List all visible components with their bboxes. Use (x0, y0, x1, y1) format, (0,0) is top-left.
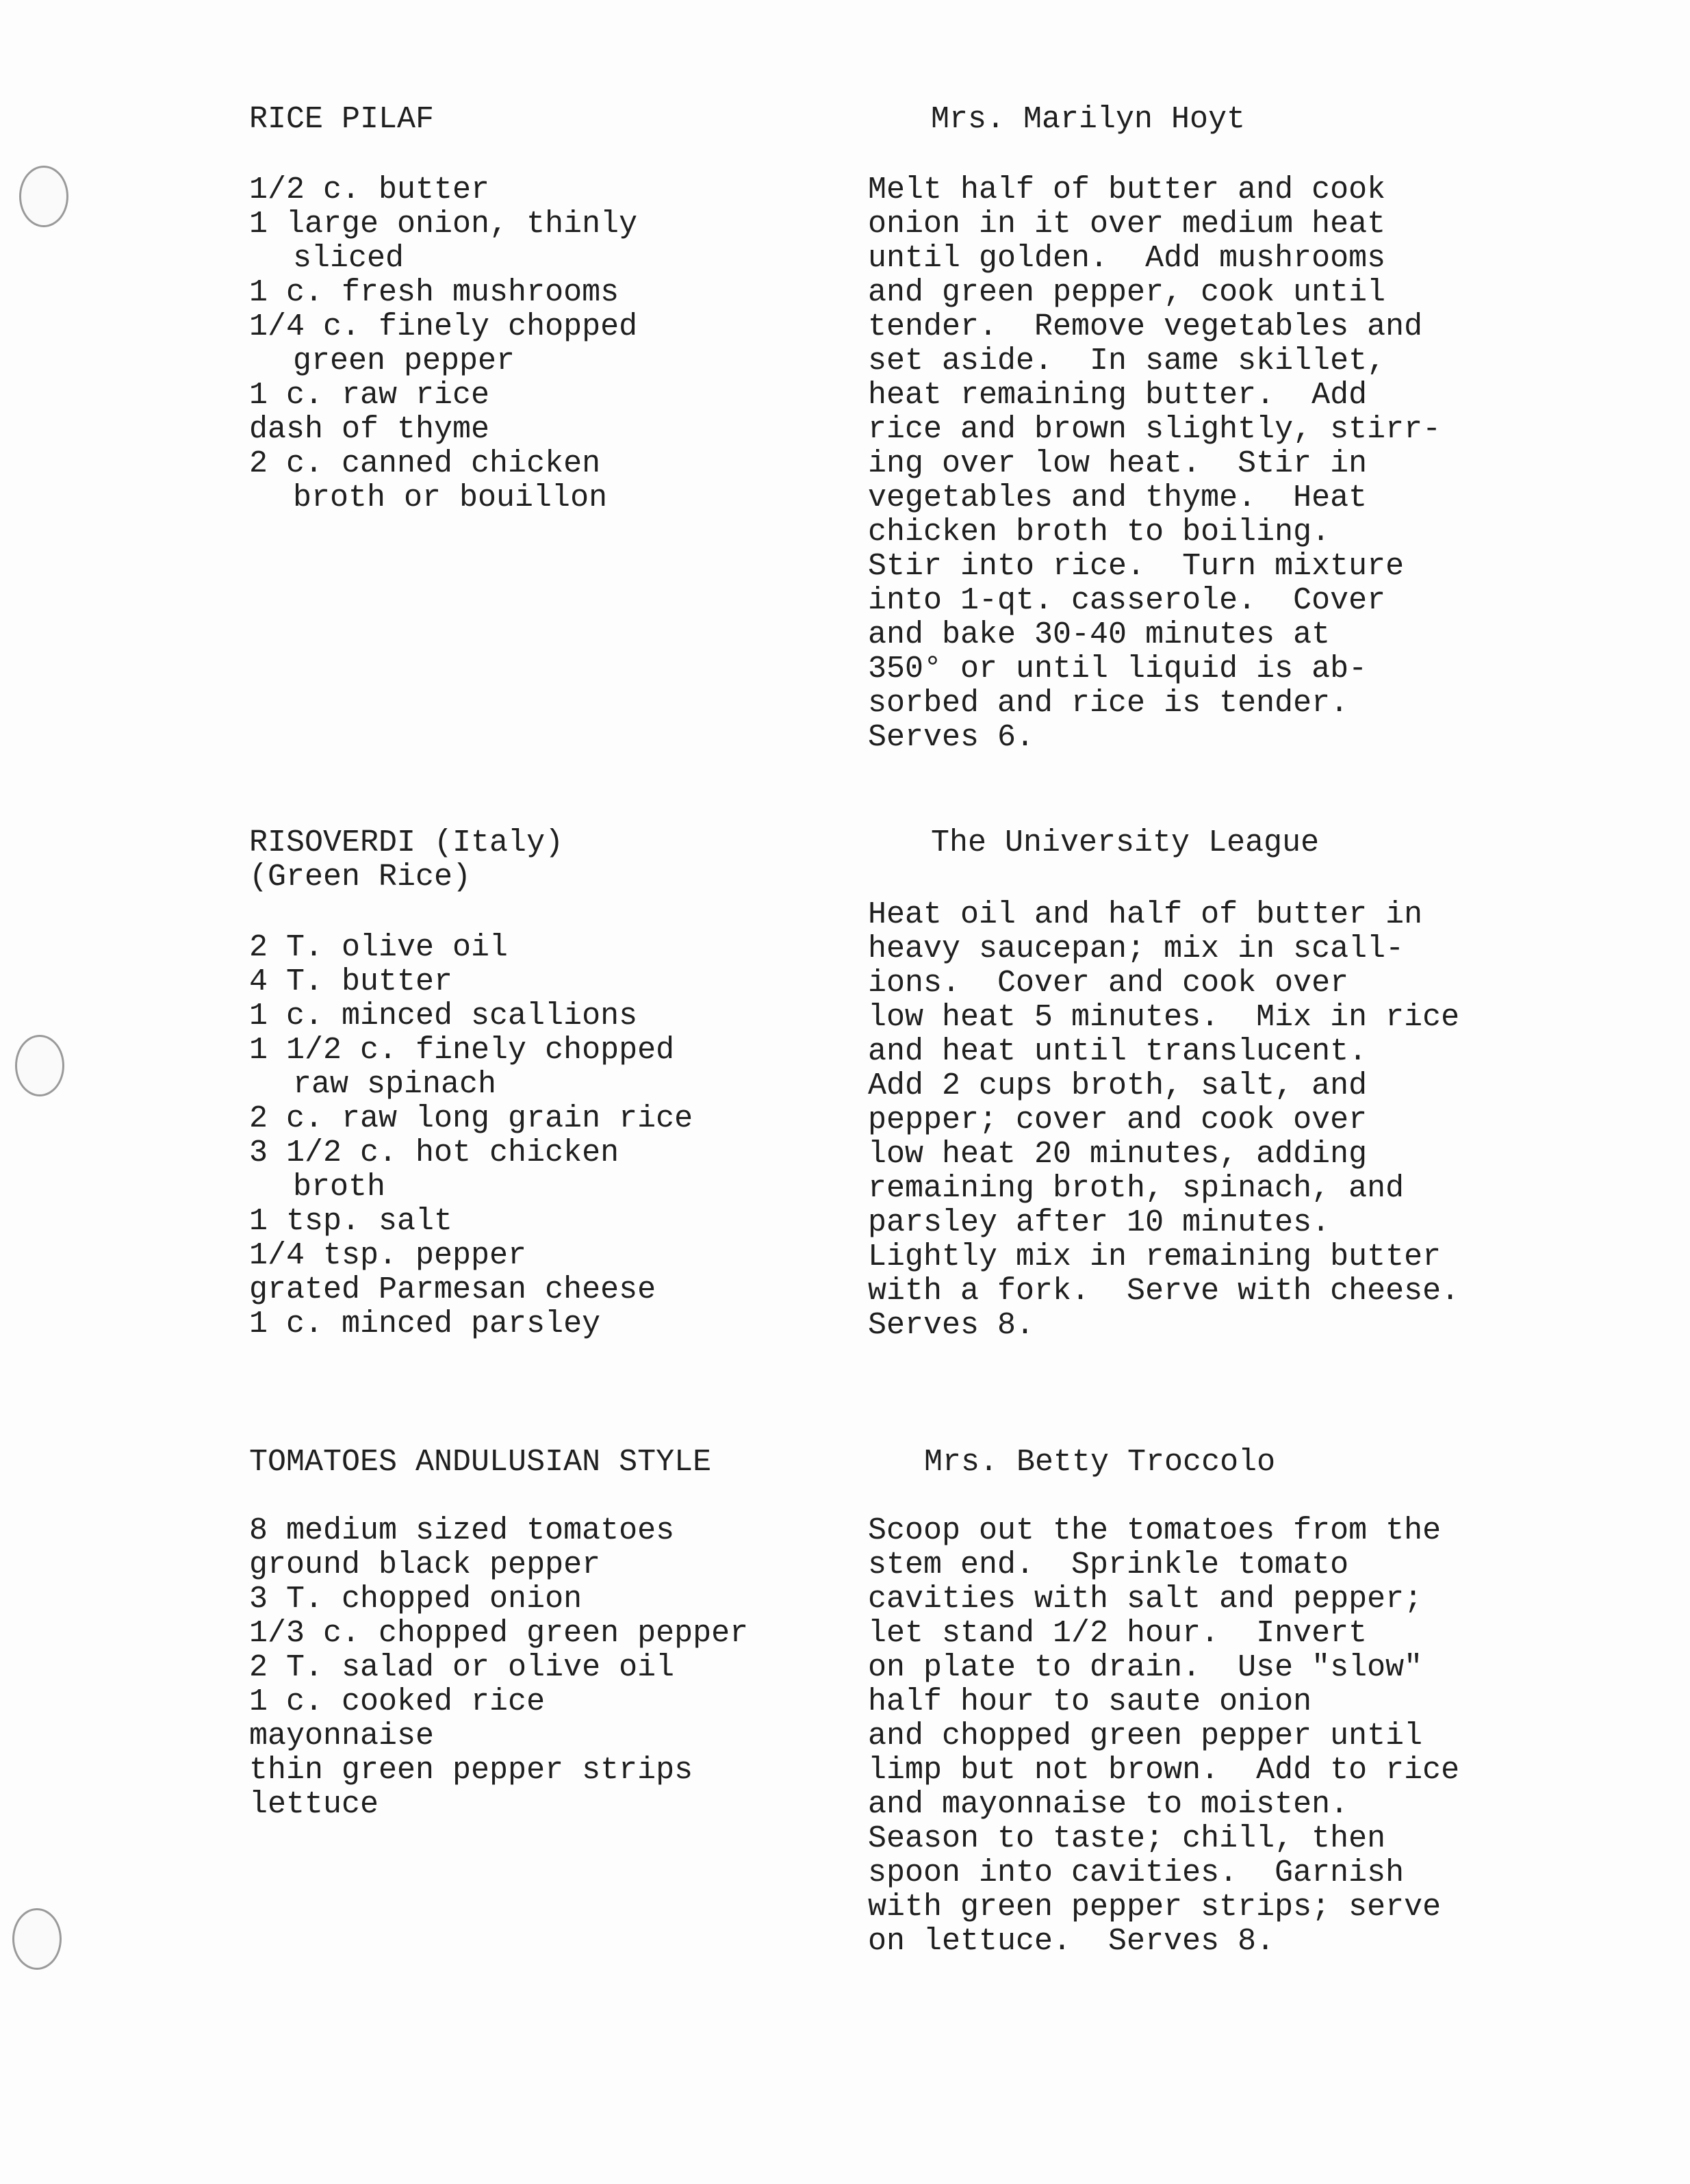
recipe-subtitle: (Green Rice) (249, 860, 472, 895)
recipe-title: TOMATOES ANDULUSIAN STYLE (249, 1445, 712, 1480)
directions-line: pepper; cover and cook over (868, 1103, 1368, 1138)
directions-line: tender. Remove vegetables and (868, 309, 1423, 344)
directions-line: chicken broth to boiling. (868, 515, 1331, 550)
directions-line: rice and brown slightly, stirr- (868, 412, 1442, 447)
directions-line: Melt half of butter and cook (868, 172, 1386, 207)
directions-line: heat remaining butter. Add (868, 378, 1368, 413)
directions-line: Serves 8. (868, 1308, 1035, 1343)
directions-text (868, 173, 1441, 755)
directions-line: low heat 5 minutes. Mix in rice (868, 1000, 1460, 1035)
ingredient-item: lettuce (249, 1787, 379, 1822)
recipe-title: RISOVERDI (Italy) (249, 825, 564, 860)
ingredient-item: 4 T. butter (249, 964, 453, 999)
directions-line: into 1-qt. casserole. Cover (868, 583, 1386, 618)
directions-line: Scoop out the tomatoes from the (868, 1513, 1442, 1548)
directions-line: and green pepper, cook until (868, 275, 1386, 310)
directions-line: and heat until translucent. (868, 1034, 1368, 1069)
directions-line: Season to taste; chill, then (868, 1821, 1386, 1856)
ingredient-item: 1 c. minced parsley (249, 1307, 601, 1341)
punch-hole (19, 166, 68, 227)
ingredient-item: 3 T. chopped onion (249, 1582, 582, 1617)
recipe-contributor: Mrs. Marilyn Hoyt (931, 102, 1246, 137)
ingredient-item: dash of thyme (249, 412, 490, 447)
directions-line: with a fork. Serve with cheese. (868, 1274, 1460, 1309)
directions-text (868, 898, 1459, 1343)
directions-line: stem end. Sprinkle tomato (868, 1547, 1349, 1582)
directions-line: heavy saucepan; mix in scall- (868, 932, 1405, 966)
directions-line: with green pepper strips; serve (868, 1890, 1442, 1925)
directions-line: vegetables and thyme. Heat (868, 480, 1368, 515)
directions-line: Stir into rice. Turn mixture (868, 549, 1405, 584)
ingredient-list (249, 931, 693, 1341)
ingredient-item: 1 c. minced scallions (249, 999, 638, 1033)
directions-line: 350° or until liquid is ab- (868, 652, 1368, 686)
ingredient-item: 3 1/2 c. hot chicken (249, 1135, 619, 1170)
ingredient-item: 1/3 c. chopped green pepper (249, 1616, 749, 1651)
ingredient-item: thin green pepper strips (249, 1753, 693, 1788)
directions-line: on plate to drain. Use "slow" (868, 1650, 1423, 1685)
ingredient-item: 1 1/2 c. finely chopped (249, 1033, 675, 1068)
directions-line: Lightly mix in remaining butter (868, 1239, 1442, 1274)
directions-line: Add 2 cups broth, salt, and (868, 1068, 1368, 1103)
ingredient-item: 2 T. salad or olive oil (249, 1650, 675, 1685)
ingredient-item: ground black pepper (249, 1547, 601, 1582)
recipe-title: RICE PILAF (249, 102, 435, 137)
ingredient-item: grated Parmesan cheese (249, 1272, 656, 1307)
ingredient-item: broth (293, 1170, 386, 1205)
directions-line: spoon into cavities. Garnish (868, 1855, 1405, 1890)
directions-line: ions. Cover and cook over (868, 966, 1349, 1001)
recipe-contributor: Mrs. Betty Troccolo (924, 1445, 1276, 1480)
directions-line: low heat 20 minutes, adding (868, 1137, 1368, 1172)
ingredient-item: 2 T. olive oil (249, 930, 509, 965)
ingredient-item: 1/2 c. butter (249, 172, 490, 207)
ingredient-item: 1/4 c. finely chopped (249, 309, 638, 344)
directions-line: onion in it over medium heat (868, 207, 1386, 242)
directions-line: on lettuce. Serves 8. (868, 1924, 1275, 1959)
recipe-contributor: The University League (931, 825, 1320, 860)
ingredient-list (249, 1514, 748, 1822)
directions-line: Heat oil and half of butter in (868, 897, 1423, 932)
ingredient-item: 1/4 tsp. pepper (249, 1238, 527, 1273)
directions-line: half hour to saute onion (868, 1684, 1312, 1719)
directions-line: let stand 1/2 hour. Invert (868, 1616, 1368, 1651)
ingredient-item: 1 large onion, thinly (249, 207, 638, 242)
directions-line: until golden. Add mushrooms (868, 241, 1386, 276)
directions-line: limp but not brown. Add to rice (868, 1753, 1460, 1788)
directions-line: cavities with salt and pepper; (868, 1582, 1423, 1617)
directions-line: and chopped green pepper until (868, 1719, 1423, 1753)
ingredient-item: raw spinach (293, 1067, 497, 1102)
directions-line: parsley after 10 minutes. (868, 1205, 1331, 1240)
ingredient-list (249, 173, 637, 515)
ingredient-item: mayonnaise (249, 1719, 435, 1753)
directions-line: remaining broth, spinach, and (868, 1171, 1405, 1206)
ingredient-item: 1 c. fresh mushrooms (249, 275, 619, 310)
ingredient-item: 8 medium sized tomatoes (249, 1513, 675, 1548)
ingredient-item: 1 c. cooked rice (249, 1684, 546, 1719)
directions-line: ing over low heat. Stir in (868, 446, 1368, 481)
ingredient-item: green pepper (293, 344, 515, 378)
directions-line: set aside. In same skillet, (868, 344, 1386, 378)
punch-hole (12, 1908, 62, 1970)
directions-line: and bake 30-40 minutes at (868, 617, 1331, 652)
ingredient-item: 1 tsp. salt (249, 1204, 453, 1239)
punch-hole (15, 1035, 64, 1096)
ingredient-item: 1 c. raw rice (249, 378, 490, 413)
directions-text (868, 1514, 1459, 1959)
ingredient-item: 2 c. raw long grain rice (249, 1101, 693, 1136)
directions-line: sorbed and rice is tender. (868, 686, 1349, 721)
ingredient-item: 2 c. canned chicken (249, 446, 601, 481)
ingredient-item: sliced (293, 241, 405, 276)
directions-line: Serves 6. (868, 720, 1035, 755)
directions-line: and mayonnaise to moisten. (868, 1787, 1349, 1822)
ingredient-item: broth or bouillon (293, 480, 608, 515)
